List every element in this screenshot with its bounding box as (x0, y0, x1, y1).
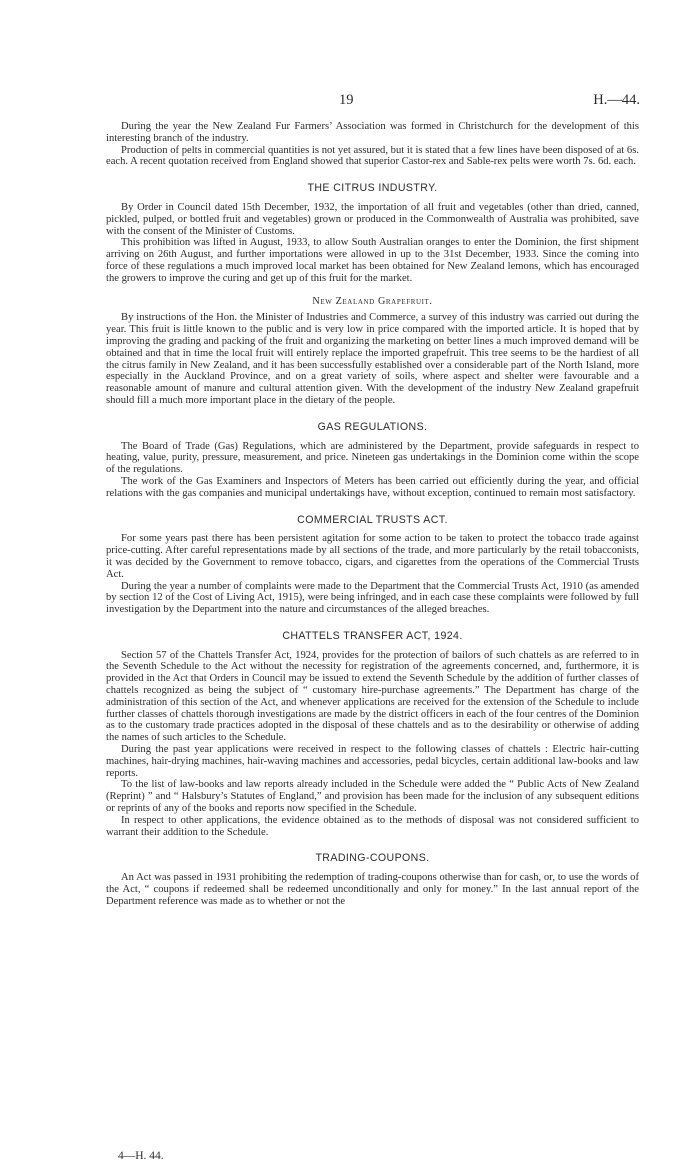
section-gas-regulations (106, 422, 639, 500)
paragraph: Section 57 of the Chattels Transfer Act, 1924, provides for the protection of bailors of such chattels as are referred to in the Seventh Schedule to the Act without the necessity for registration of the agreements concerned, and, furthermore, it is provided in the Act that Orders in Council may be issued to extend the Seventh Schedule by the addition of further classes of chattels recognized as being the subject of “ customary hire-purchase agreements.” The Department has charge of the administration of this section of the Act, and whenever applications are received for the extension of the Schedule to include further classes of chattels thorough investigations are made by the district officers in each of the four centres of the Dominion as to the customary trade practices adopted in the disposal of these chattels and as to the desirability or otherwise of adding the names of such articles to the Schedule. (106, 649, 639, 744)
paragraph: To the list of law-books and law reports already included in the Schedule were added the “ Public Acts of New Zealand (Reprint) ” and “ Halsbury’s Statutes of England,” and provision has been made for the inclusion of any subsequent editions or reprints of any of the books and reports now specified in the Schedule. (106, 779, 639, 815)
paragraph: During the past year applications were received in respect to the following classes of chattels : Electric hair-cutting machines, hair-drying machines, hair-waving machines and accessories, pedal bicycles, certain additional law-books and law reports. (106, 744, 639, 779)
paragraph: This prohibition was lifted in August, 1933, to allow South Australian oranges to enter the Dominion, the first shipment arriving on 26th August, and further importations were allowed in up to the 31st December, 1933. Since the coming into force of these regulations a much improved local market has been obtained for New Zealand lemons, which has encouraged the growers to improve the curing and get up of this fruit for the market. (106, 237, 639, 284)
page-signature: 4—H. 44. (118, 1150, 164, 1162)
paragraph: The work of the Gas Examiners and Inspectors of Meters has been carried out efficiently during the year, and official relations with the gas companies and municipal undertakings have, without exception, continued to remain most satisfactory. (106, 475, 639, 499)
page-number: 19 (339, 92, 354, 108)
paragraph: For some years past there has been persistent agitation for some action to be taken to protect the tobacco trade against price-cutting. After careful representations made by all sections of the trade, and more particularly by the retail tobacconists, it was decided by the Government to remove tobacco, cigars, and cigarettes from the operations of the Commercial Trusts Act. (106, 533, 639, 580)
section-commercial-trusts (106, 515, 639, 616)
section-fur-farmers (106, 121, 639, 168)
paragraph: The Board of Trade (Gas) Regulations, which are administered by the Department, provide safeguards in respect to heating, value, purity, pressure, measurement, and price. Nineteen gas undertakings in the Dominion come within the scope of the regulations. (106, 440, 639, 476)
paragraph: During the year the New Zealand Fur Farmers’ Association was formed in Christchurch for the development of this interesting branch of the industry. (106, 121, 639, 144)
paragraph: During the year a number of complaints were made to the Department that the Commercial Trusts Act, 1910 (as amended by section 12 of the Cost of Living Act, 1915), were being infringed, and in each case these complaints were followed by full investigation by the Department into the nature and circumstances of the alleged breaches. (106, 580, 639, 616)
section-trading-coupons (106, 853, 639, 907)
section-chattels-transfer (106, 631, 639, 839)
paragraph: An Act was passed in 1931 prohibiting the redemption of trading-coupons otherwise than for cash, or, to use the words of the Act, “ coupons if redeemed shall be redeemed unconditionally and only for money.” In the last annual report of the Department reference was made as to whether or not the (106, 872, 639, 907)
section-heading: GAS REGULATIONS. (317, 420, 428, 433)
document-reference: H.—44. (593, 92, 640, 108)
section-heading: CHATTELS TRANSFER ACT, 1924. (282, 629, 463, 642)
paragraph: Production of pelts in commercial quantities is not yet assured, but it is stated that a few lines have been disposed of at 6s. each. A recent quotation received from England showed that superior Castor-rex and Sable-rex pelts were worth 7s. 6d. each. (106, 144, 639, 168)
section-grapefruit (106, 296, 639, 407)
section-subheading: New Zealand Grapefruit. (312, 295, 433, 307)
page-body (106, 121, 639, 908)
paragraph: By instructions of the Hon. the Minister of Industries and Commerce, a survey of this industry was carried out during the year. This fruit is little known to the public and is very low in price compared with the imported article. It is hoped that by improving the grading and packing of the fruit and organizing the marketing on better lines a much improved demand will be obtained and that in time the local fruit will entirely replace the imported grapefruit. This tree seems to be the hardiest of all the citrus family in New Zealand, and it has been successfully established over a considerable part of the North Island, more especially in the Auckland Province, and on a great variety of soils, where aspect and shelter were favourable and a reasonable amount of manure and cultural attention given. With the development of the industry New Zealand grapefruit should fill a much more important place in the dietary of the people. (106, 312, 639, 406)
section-heading: TRADING-COUPONS. (315, 852, 430, 865)
section-citrus-industry (106, 183, 639, 284)
page-header (0, 92, 700, 110)
section-heading: COMMERCIAL TRUSTS ACT. (297, 513, 448, 526)
section-heading: THE CITRUS INDUSTRY. (307, 182, 438, 195)
paragraph: By Order in Council dated 15th December, 1932, the importation of all fruit and vegetables (other than dried, canned, pickled, pulped, or bottled fruit and vegetables) grown or produced in the Commonwealth of Australia was prohibited, save with the consent of the Minister of Customs. (106, 201, 639, 237)
paragraph: In respect to other applications, the evidence obtained as to the methods of disposal was not considered sufficient to warrant their addition to the Schedule. (106, 814, 639, 838)
